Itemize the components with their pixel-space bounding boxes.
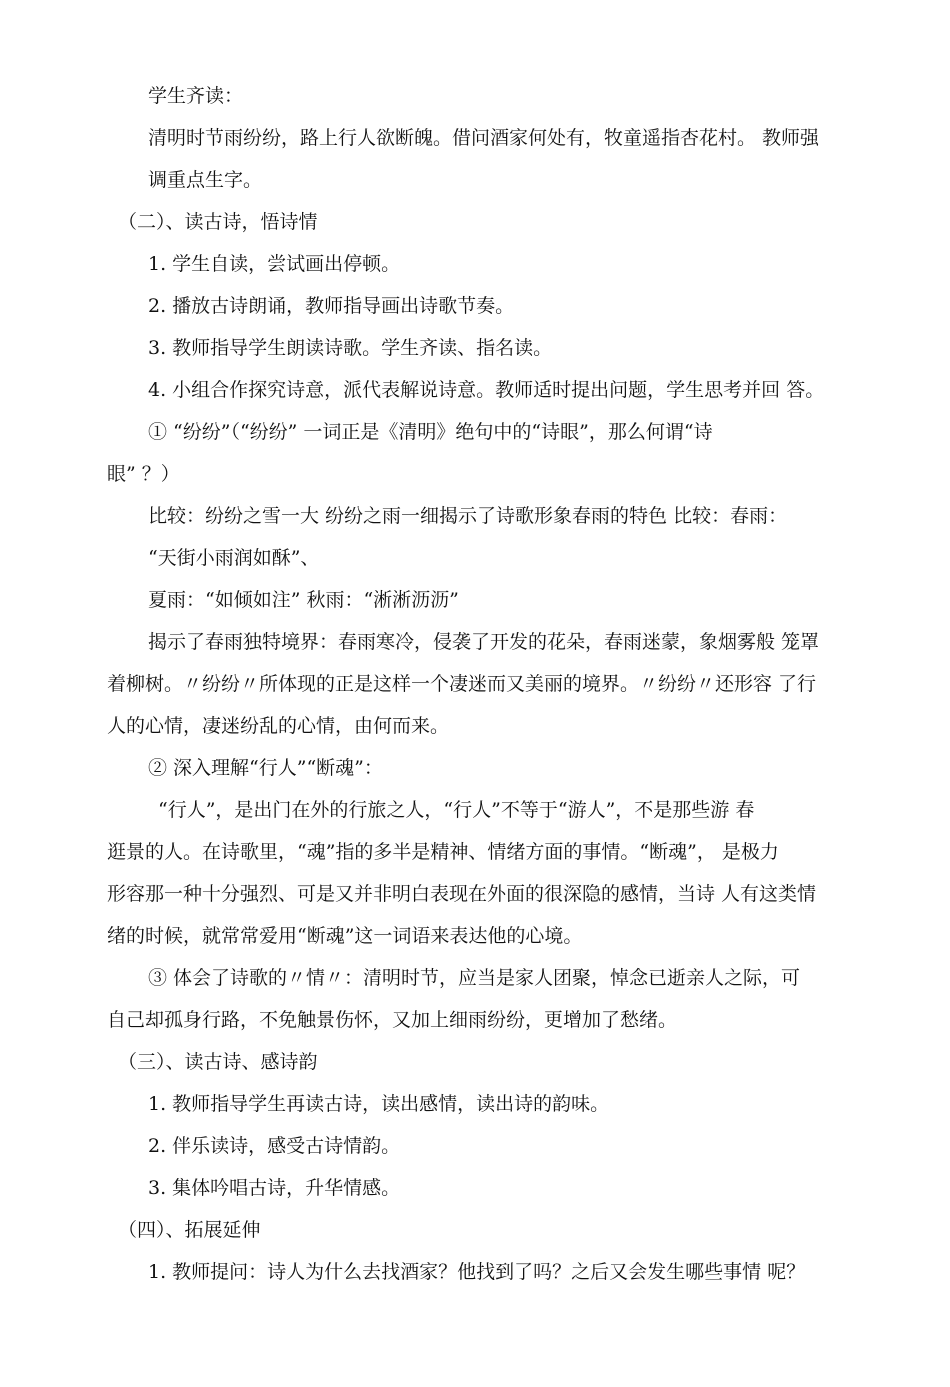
text-line: 着柳树。〃纷纷〃所体现的正是这样一个凄迷而又美丽的境界。〃纷纷〃还形容 了行	[107, 673, 817, 695]
text-line: “天街小雨润如酥”、	[148, 547, 320, 569]
text-line: 4. 小组合作探究诗意，派代表解说诗意。教师适时提出问题，学生思考并回 答。	[148, 379, 825, 401]
text-line: 学生齐读：	[148, 85, 244, 107]
text-line: 1. 教师指导学生再读古诗，读出感情，读出诗的韵味。	[148, 1093, 610, 1115]
text-line: 自己却孤身行路，不免触景伤怀，又加上细雨纷纷，更增加了愁绪。	[107, 1009, 678, 1031]
text-line: ③ 体会了诗歌的〃情〃：清明时节，应当是家人团聚，悼念已逝亲人之际，可	[148, 967, 801, 989]
text-line: 3. 集体吟唱古诗，升华情感。	[148, 1177, 401, 1199]
text-line: 逛景的人。在诗歌里，“魂”指的多半是精神、情绪方面的事情。“断魂”， 是极力	[107, 841, 779, 863]
text-line: 1. 教师提问：诗人为什么去找酒家？他找到了吗？之后又会发生哪些事情 呢？	[148, 1261, 806, 1283]
text-line: “行人”，是出门在外的行旅之人，“行人”不等于“游人”，不是那些游 春	[158, 799, 755, 821]
text-line: 1. 学生自读，尝试画出停顿。	[148, 253, 401, 275]
section-heading: （二）、读古诗，悟诗情	[118, 211, 318, 233]
text-line: 调重点生字。	[148, 169, 263, 191]
text-line: 揭示了春雨独特境界：春雨寒冷，侵袭了开发的花朵，春雨迷蒙，象烟雾般 笼罩	[148, 631, 820, 653]
section-heading: （四）、拓展延伸	[118, 1219, 261, 1241]
text-line: 2. 伴乐读诗，感受古诗情韵。	[148, 1135, 401, 1157]
section-heading: （三）、读古诗、感诗韵	[118, 1051, 318, 1073]
text-line: 夏雨：“如倾如注” 秋雨：“淅淅沥沥”	[148, 589, 459, 611]
text-line: 形容那一种十分强烈、可是又并非明白表现在外面的很深隐的感情，当诗 人有这类情	[107, 883, 817, 905]
text-line: ① “纷纷”（“纷纷” 一词正是《清明》绝句中的“诗眼”，那么何谓“诗	[148, 421, 713, 443]
text-line: 眼” ？）	[107, 463, 180, 485]
text-line: 3. 教师指导学生朗读诗歌。学生齐读、指名读。	[148, 337, 553, 359]
text-line: 清明时节雨纷纷，路上行人欲断魄。借问酒家何处有，牧童遥指杏花村。 教师强	[148, 127, 820, 149]
text-line: 人的心情，凄迷纷乱的心情，由何而来。	[107, 715, 450, 737]
text-line: 比较：纷纷之雪一大 纷纷之雨一细揭示了诗歌形象春雨的特色 比较：春雨：	[148, 505, 788, 527]
text-line: 2. 播放古诗朗诵，教师指导画出诗歌节奏。	[148, 295, 515, 317]
text-line: ② 深入理解“行人”“断魂”：	[148, 757, 383, 779]
text-line: 绪的时候，就常常爱用“断魂”这一词语来表达他的心境。	[107, 925, 583, 947]
